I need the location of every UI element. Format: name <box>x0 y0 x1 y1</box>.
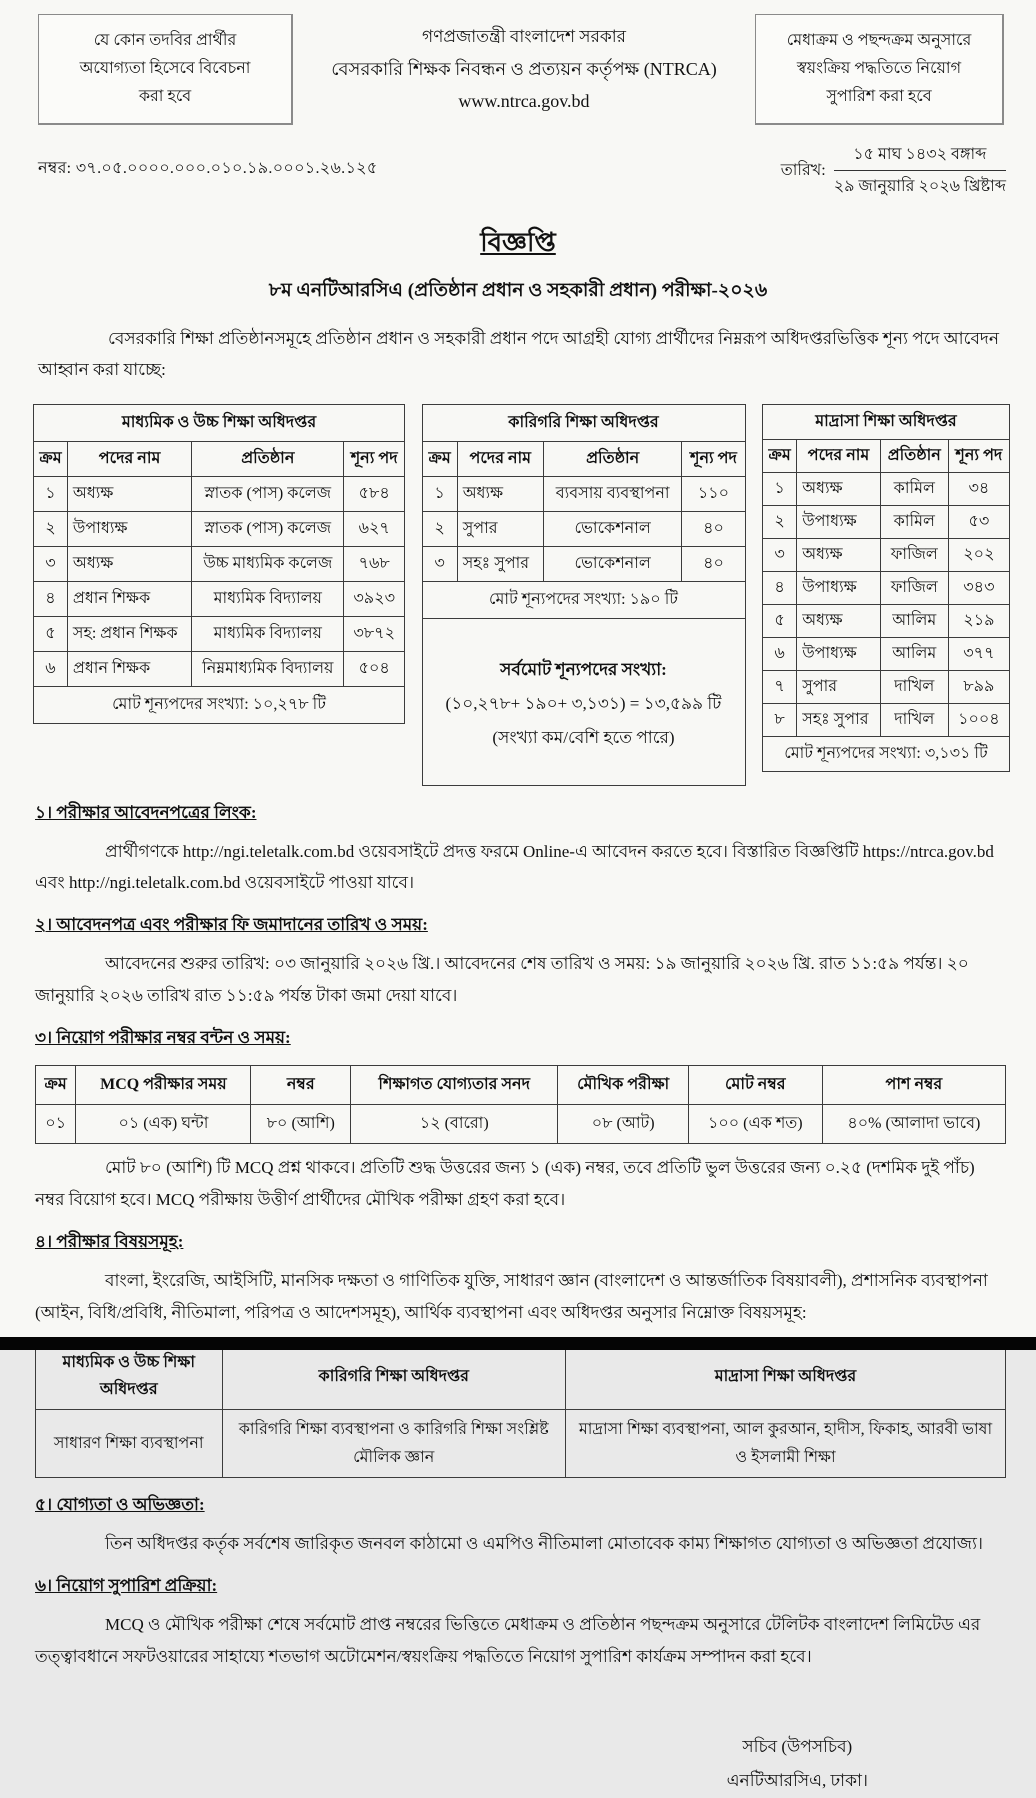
table-cell: ১২ (বারো) <box>351 1105 558 1144</box>
table-row <box>763 670 1010 703</box>
date-stack <box>834 141 1006 200</box>
reference-row <box>0 125 1036 200</box>
column-header: শূন্য পদ <box>344 441 405 476</box>
table-total: মোট শূন্যপদের সংখ্যা: ১০,২৭৮ টি <box>34 686 405 723</box>
table-cell: অধ্যক্ষ <box>797 604 881 637</box>
table-row <box>763 703 1010 736</box>
right-note-line: মেধাক্রম ও পছন্দক্রম অনুসারে <box>786 32 972 49</box>
table-row <box>763 637 1010 670</box>
column-header: শিক্ষাগত যোগ্যতার সনদ <box>351 1066 558 1105</box>
table-cell: আলিম <box>880 604 948 637</box>
table-cell: উপাধ্যক্ষ <box>797 637 881 670</box>
left-note-line: অযোগ্যতা হিসেবে বিবেচনা <box>79 60 251 77</box>
table-cell: ১ <box>34 476 68 511</box>
table-cell: ১১০ <box>682 476 745 511</box>
right-note-line: স্বয়ংক্রিয় পদ্ধতিতে নিয়োগ <box>796 60 962 77</box>
table-cell: ৫ <box>34 616 68 651</box>
table-cell: অধ্যক্ষ <box>797 538 881 571</box>
table-total: মোট শূন্যপদের সংখ্যা: ১৯০ টি <box>423 581 745 618</box>
table-row <box>34 651 405 686</box>
column-header: ক্রম <box>763 439 797 472</box>
table-cell: আলিম <box>880 637 948 670</box>
table-cell: কামিল <box>880 472 948 505</box>
table-cell: দাখিল <box>880 703 948 736</box>
table-cell: ২০২ <box>948 538 1009 571</box>
header-row <box>763 439 1010 472</box>
table-cell: কামিল <box>880 505 948 538</box>
org-identity <box>331 14 717 117</box>
table-cell: ২ <box>763 505 797 538</box>
column-header: মোট নম্বর <box>688 1066 822 1105</box>
table-cell: ০৮ (আট) <box>558 1105 688 1144</box>
table-cell: ফাজিল <box>880 538 948 571</box>
subjects-table-wrap <box>35 1342 1006 1478</box>
vacancy-tables <box>0 386 1036 786</box>
table-cell: প্রধান শিক্ষক <box>67 581 191 616</box>
table-cell: ৪০% (আলাদা ভাবে) <box>822 1105 1005 1144</box>
section-heading: ৫। যোগ্যতা ও অভিজ্ঞতা: <box>35 1494 205 1514</box>
left-note-box <box>38 14 293 125</box>
table-title: মাদ্রাসা শিক্ষা অধিদপ্তর <box>763 404 1010 439</box>
table-cell: উপাধ্যক্ষ <box>797 571 881 604</box>
table-cell: প্রধান শিক্ষক <box>67 651 191 686</box>
table-cell: ফাজিল <box>880 571 948 604</box>
table-row <box>34 476 405 511</box>
table-row <box>423 546 745 581</box>
column-header: ক্রম <box>34 441 68 476</box>
table-cell: ভোকেশনাল <box>543 511 682 546</box>
table-cell: ৭ <box>763 670 797 703</box>
table-cell: ৪ <box>34 581 68 616</box>
column-header: পাশ নম্বর <box>822 1066 1005 1105</box>
grand-total-note: (সংখ্যা কম/বেশি হতে পারে) <box>492 727 675 747</box>
table-cell: ১০০ (এক শত) <box>688 1105 822 1144</box>
date-bangla: ১৫ মাঘ ১৪৩২ বঙ্গাব্দ <box>834 141 1006 171</box>
table-cell: ২ <box>34 511 68 546</box>
signature-block <box>727 1730 868 1798</box>
exam-title: ৮ম এনটিআরসিএ (প্রতিষ্ঠান প্রধান ও সহকারী প্রধান) পরীক্ষা-২০২৬ <box>268 280 768 302</box>
table-cell: ৩৯২৩ <box>344 581 405 616</box>
section-body: প্রার্থীগণকে http://ngi.teletalk.com.bd ওয়েবসাইটে প্রদত্ত ফরমে Online-এ আবেদন করতে হবে। বিস্তারিত বিজ্ঞপ্তিটি https://ntrca.gov.bd এবং http://ngi.teletalk.com.bd ওয়েবসাইটে পাওয়া যাবে। <box>35 841 994 892</box>
table-cell: ব্যবসায় ব্যবস্থাপনা <box>543 476 682 511</box>
table-cell: ৩ <box>763 538 797 571</box>
bottom-scan-bar <box>0 1337 1036 1350</box>
column-header: প্রতিষ্ঠান <box>543 441 682 476</box>
notice-title: বিজ্ঞপ্তি <box>480 228 556 258</box>
table-cell: ৬২৭ <box>344 511 405 546</box>
column-header: পদের নাম <box>797 439 881 472</box>
left-note-line: যে কোন তদবির প্রার্থীর <box>93 32 237 49</box>
table-cell: মাদ্রাসা শিক্ষা ব্যবস্থাপনা, আল কুরআন, হাদীস, ফিকাহ, আরবী ভাষা ও ইসলামী শিক্ষা <box>565 1410 1005 1477</box>
table-row <box>34 511 405 546</box>
table-cell: ৬ <box>34 651 68 686</box>
section-application-link <box>35 800 1006 899</box>
table-row <box>34 581 405 616</box>
website-url: www.ntrca.gov.bd <box>458 90 590 111</box>
table-cell: ৩ <box>423 546 458 581</box>
grand-total-sum: (১০,২৭৮+ ১৯০+ ৩,১৩১) = ১৩,৫৯৯ টি <box>445 693 722 713</box>
table-cell: ১ <box>423 476 458 511</box>
table-cell: মাধ্যমিক বিদ্যালয় <box>192 616 344 651</box>
table-row <box>34 546 405 581</box>
column-header: ক্রম <box>423 441 458 476</box>
table-cell: ৪ <box>763 571 797 604</box>
table-row <box>36 1105 1006 1144</box>
signatory-org: এনটিআরসিএ, ঢাকা। <box>726 1771 868 1791</box>
section-body: MCQ ও মৌখিক পরীক্ষা শেষে সর্বমোট প্রাপ্ত নম্বরের ভিত্তিতে মেধাক্রম ও প্রতিষ্ঠান পছন্দক্রম অনুসারে টেলিটক বাংলাদেশ লিমিটেড এর তত্ত্বাবধানে সফটওয়ারের সাহায্যে শতভাগ অটোমেশন/স্বয়ংক্রিয় পদ্ধতিতে নিয়োগ সুপারিশ কার্যক্রম সম্পাদন করা হবে। <box>35 1615 981 1666</box>
table-cell: ২ <box>423 511 458 546</box>
section-qualification <box>35 1492 1006 1559</box>
header-row <box>36 1066 1006 1105</box>
right-note-line: সুপারিশ করা হবে <box>826 88 932 105</box>
section-body: আবেদনের শুরুর তারিখ: ০৩ জানুয়ারি ২০২৬ খ্রি.। আবেদনের শেষ তারিখ ও সময়: ১৯ জানুয়ারি ২০২৬ খ্রি. রাত ১১:৫৯ পর্যন্ত। ২০ জানুয়ারি ২০২৬ তারিখ রাত ১১:৫৯ পর্যন্ত টাকা জমা দেয়া যাবে। <box>35 954 969 1005</box>
section-application-dates <box>35 912 1006 1011</box>
table-cell: ১০০৪ <box>948 703 1009 736</box>
column-header: MCQ পরীক্ষার সময় <box>76 1066 251 1105</box>
date-label: তারিখ: <box>780 162 826 180</box>
document-header <box>0 0 1036 125</box>
table-cell: ৩৭৭ <box>948 637 1009 670</box>
secondary-education-table <box>33 404 405 724</box>
column-header: শূন্য পদ <box>948 439 1009 472</box>
mark-distribution-table-wrap <box>35 1065 1006 1144</box>
section-body: তিন অধিদপ্তর কর্তৃক সর্বশেষ জারিকৃত জনবল কাঠামো ও এমপিও নীতিমালা মোতাবেক কাম্য শিক্ষাগত যোগ্যতা ও অভিজ্ঞতা প্রযোজ্য। <box>105 1533 983 1553</box>
table-title: মাধ্যমিক ও উচ্চ শিক্ষা অধিদপ্তর <box>34 404 405 441</box>
column-header: মৌখিক পরীক্ষা <box>558 1066 688 1105</box>
table-cell: ৮৯৯ <box>948 670 1009 703</box>
grand-total-heading: সর্বমোট শূন্যপদের সংখ্যা: <box>500 659 667 679</box>
table-cell: ৬ <box>763 637 797 670</box>
table-cell: ১ <box>763 472 797 505</box>
section-mcq-note <box>35 1152 1006 1215</box>
date-gregorian: ২৯ জানুয়ারি ২০২৬ খ্রিষ্টাব্দ <box>833 178 1006 196</box>
section-recommendation-process <box>35 1573 1006 1672</box>
subjects-table <box>35 1342 1006 1478</box>
table-total: মোট শূন্যপদের সংখ্যা: ৩,১৩১ টি <box>763 736 1010 771</box>
table-cell: নিম্নমাধ্যমিক বিদ্যালয় <box>192 651 344 686</box>
section-heading: ২। আবেদনপত্র এবং পরীক্ষার ফি জমাদানের তারিখ ও সময়: <box>35 915 428 935</box>
table-cell: উপাধ্যক্ষ <box>797 505 881 538</box>
table-row <box>36 1410 1006 1477</box>
table-title: কারিগরি শিক্ষা অধিদপ্তর <box>423 405 745 442</box>
column-header: নম্বর <box>251 1066 351 1105</box>
table-row <box>423 476 745 511</box>
header-row <box>36 1343 1006 1410</box>
section-mark-distribution <box>35 1025 1006 1053</box>
authority-name: বেসরকারি শিক্ষক নিবন্ধন ও প্রত্যয়ন কর্তৃপক্ষ (NTRCA) <box>331 58 717 79</box>
table-cell: মাধ্যমিক বিদ্যালয় <box>192 581 344 616</box>
table-cell: ৫০৪ <box>344 651 405 686</box>
table-cell: স্নাতক (পাস) কলেজ <box>192 511 344 546</box>
section-body: বাংলা, ইংরেজি, আইসিটি, মানসিক দক্ষতা ও গাণিতিক যুক্তি, সাধারণ জ্ঞান (বাংলাদেশ ও আন্তর্জাতিক বিষয়াবলী), প্রশাসনিক ব্যবস্থাপনা (আইন, বিধি/প্রবিধি, নীতিমালা, পরিপত্র ও আদেশসমূহ), আর্থিক ব্যবস্থাপনা এবং অধিদপ্তর অনুসার নিম্নোক্ত বিষয়সমূহ: <box>35 1271 988 1322</box>
table-cell: অধ্যক্ষ <box>67 546 191 581</box>
table-cell: ৮ <box>763 703 797 736</box>
column-header: মাধ্যমিক ও উচ্চ শিক্ষা অধিদপ্তর <box>36 1343 223 1410</box>
table-cell: সুপার <box>457 511 543 546</box>
table-cell: ৪০ <box>682 546 745 581</box>
section-heading: ৪। পরীক্ষার বিষয়সমূহ: <box>35 1232 184 1252</box>
right-note-box <box>755 14 1004 125</box>
table-row <box>423 511 745 546</box>
table-cell: ৮০ (আশি) <box>251 1105 351 1144</box>
header-row <box>423 441 745 476</box>
table-row <box>763 538 1010 571</box>
section-heading: ৬। নিয়োগ সুপারিশ প্রক্রিয়া: <box>35 1576 218 1596</box>
table-cell: উচ্চ মাধ্যমিক কলেজ <box>192 546 344 581</box>
table-cell: সাধারণ শিক্ষা ব্যবস্থাপনা <box>36 1410 223 1477</box>
table-cell: দাখিল <box>880 670 948 703</box>
column-header: মাদ্রাসা শিক্ষা অধিদপ্তর <box>565 1343 1005 1410</box>
signatory-designation: সচিব (উপসচিব) <box>742 1737 853 1757</box>
table-cell: ৫ <box>763 604 797 637</box>
table-cell: সুপার <box>797 670 881 703</box>
table-row <box>763 505 1010 538</box>
intro-paragraph: বেসরকারি শিক্ষা প্রতিষ্ঠানসমূহে প্রতিষ্ঠান প্রধান ও সহকারী প্রধান পদে আগ্রহী যোগ্য প্রার্থীদের নিম্নরূপ অধিদপ্তরভিত্তিক শূন্য পদে আবেদন আহ্বান করা যাচ্ছে: <box>38 329 999 379</box>
table-cell: ৩৮৭২ <box>344 616 405 651</box>
section-exam-subjects <box>35 1229 1006 1328</box>
table-cell: ৫৮৪ <box>344 476 405 511</box>
table-cell: ৪০ <box>682 511 745 546</box>
table-cell: স্নাতক (পাস) কলেজ <box>192 476 344 511</box>
table-cell: ৭৬৮ <box>344 546 405 581</box>
column-header: প্রতিষ্ঠান <box>192 441 344 476</box>
column-header: পদের নাম <box>457 441 543 476</box>
table-cell: উপাধ্যক্ষ <box>67 511 191 546</box>
column-header: কারিগরি শিক্ষা অধিদপ্তর <box>222 1343 565 1410</box>
madrasah-education-table <box>762 404 1010 772</box>
table-cell: অধ্যক্ষ <box>797 472 881 505</box>
technical-education-panel <box>422 404 746 786</box>
table-cell: সহঃ সুপার <box>797 703 881 736</box>
table-cell: ৫৩ <box>948 505 1009 538</box>
column-header: পদের নাম <box>67 441 191 476</box>
table-cell: ০১ <box>36 1105 76 1144</box>
table-cell: ৩৪ <box>948 472 1009 505</box>
table-row <box>34 616 405 651</box>
column-header: প্রতিষ্ঠান <box>880 439 948 472</box>
column-header: ক্রম <box>36 1066 76 1105</box>
table-cell: ভোকেশনাল <box>543 546 682 581</box>
table-cell: ৩৪৩ <box>948 571 1009 604</box>
table-cell: অধ্যক্ষ <box>457 476 543 511</box>
mark-distribution-table <box>35 1065 1006 1144</box>
memo-number: নম্বর: ৩৭.০৫.০০০০.০০০.০১০.১৯.০০০১.২৬.১২৫ <box>38 160 378 177</box>
column-header: শূন্য পদ <box>682 441 745 476</box>
table-cell: সহ: প্রধান শিক্ষক <box>67 616 191 651</box>
table-cell: ৩ <box>34 546 68 581</box>
table-cell: সহঃ সুপার <box>457 546 543 581</box>
technical-education-table <box>423 405 745 619</box>
table-row <box>763 571 1010 604</box>
government-name: গণপ্রজাতন্ত্রী বাংলাদেশ সরকার <box>421 27 627 46</box>
grand-total-box <box>423 619 745 785</box>
date-block <box>781 141 1006 200</box>
table-cell: কারিগরি শিক্ষা ব্যবস্থাপনা ও কারিগরি শিক্ষা সংশ্লিষ্ট মৌলিক জ্ঞান <box>222 1410 565 1477</box>
header-row <box>34 441 405 476</box>
table-cell: ২১৯ <box>948 604 1009 637</box>
section-heading: ১। পরীক্ষার আবেদনপত্রের লিংক: <box>35 802 257 822</box>
section-heading: ৩। নিয়োগ পরীক্ষার নম্বর বন্টন ও সময়: <box>35 1028 291 1048</box>
table-row <box>763 604 1010 637</box>
table-cell: অধ্যক্ষ <box>67 476 191 511</box>
table-row <box>763 472 1010 505</box>
table-cell: ০১ (এক) ঘন্টা <box>76 1105 251 1144</box>
left-note-line: করা হবে <box>138 88 192 105</box>
section-body: মোট ৮০ (আশি) টি MCQ প্রশ্ন থাকবে। প্রতিটি শুদ্ধ উত্তরের জন্য ১ (এক) নম্বর, তবে প্রতিটি ভুল উত্তরের জন্য ০.২৫ (দশমিক দুই পাঁচ) নম্বর বিয়োগ হবে। MCQ পরীক্ষায় উত্তীর্ণ প্রার্থীদের মৌখিক পরীক্ষা গ্রহণ করা হবে। <box>35 1158 975 1209</box>
